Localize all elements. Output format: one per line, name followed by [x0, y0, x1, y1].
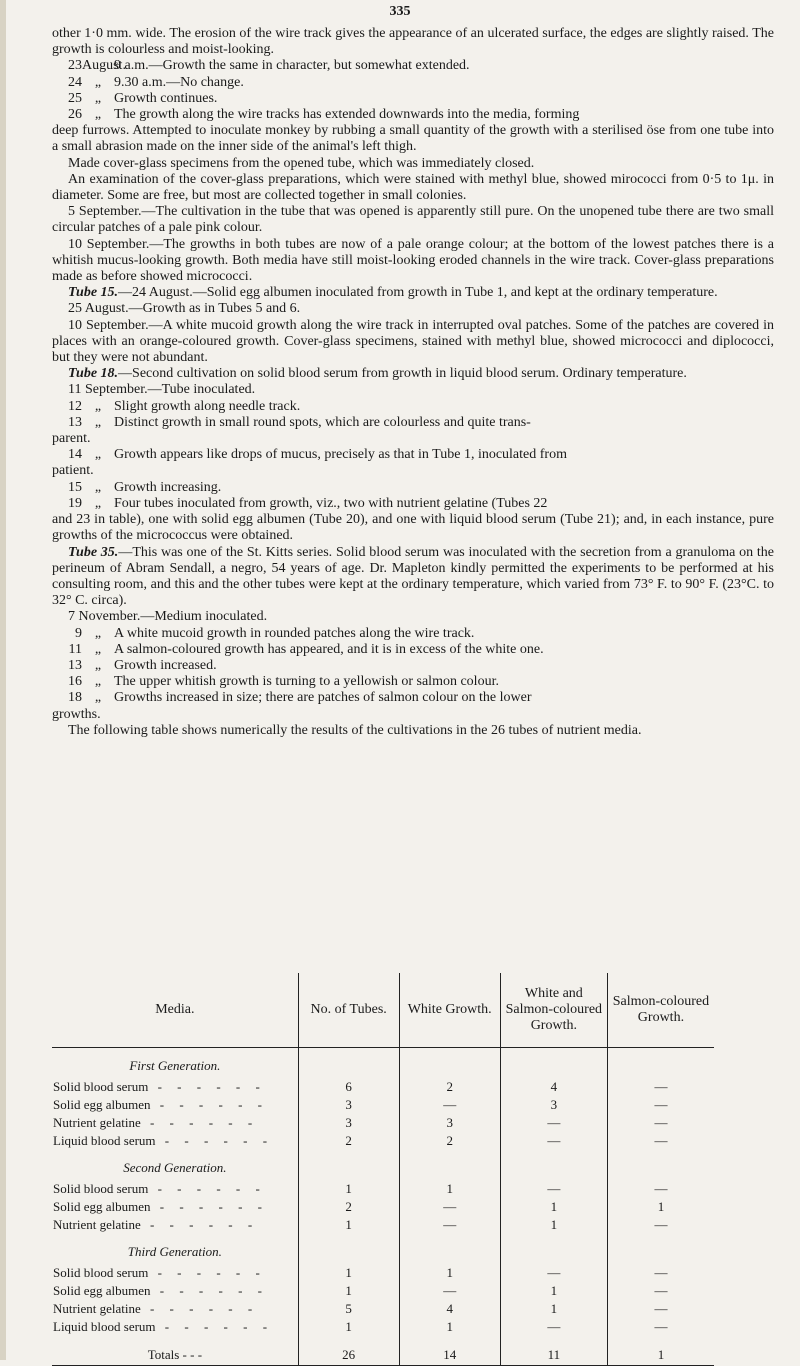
- entry-14: [52, 447, 774, 463]
- media-cell: [52, 1132, 298, 1150]
- entry-ditto: „: [94, 625, 102, 641]
- entry-date: 13: [68, 414, 82, 430]
- table-row: [52, 1318, 714, 1336]
- entry-text: Slight growth along needle track.: [114, 398, 301, 414]
- count-cell: —: [500, 1114, 607, 1132]
- entry-text: Growth increasing.: [114, 479, 222, 495]
- media-name: Solid blood serum: [53, 1181, 149, 1196]
- media-name: Solid egg albumen: [53, 1097, 151, 1112]
- media-name: Nutrient gelatine: [53, 1301, 141, 1316]
- entry-ditto: „: [94, 657, 102, 673]
- empty-cell: [399, 1150, 500, 1180]
- dated-entry: [52, 415, 774, 431]
- tube-18-label: Tube 18.: [68, 366, 119, 382]
- count-cell: 1: [298, 1282, 399, 1300]
- entry-13-continued: parent.: [52, 431, 91, 447]
- entry-text: 9 a.m.—Growth the same in character, but somewhat extended.: [114, 58, 470, 74]
- count-cell: 1: [298, 1264, 399, 1282]
- generation-row: [52, 1048, 714, 1079]
- media-cell: [52, 1078, 298, 1096]
- table-header-row: [52, 973, 714, 1048]
- count-cell: 1: [399, 1318, 500, 1336]
- count-cell: 3: [298, 1114, 399, 1132]
- table-row: [52, 1096, 714, 1114]
- entry-ditto: August.: [82, 58, 126, 74]
- entry-19-continued: and 23 in table), one with solid egg albumen (Tube 20), and one with liquid blood serum (Tube 21); and, in each instance, pure growths of the micrococcus were obtained.: [52, 512, 774, 544]
- entry-date: 25: [68, 90, 82, 106]
- count-cell: 2: [399, 1078, 500, 1096]
- media-cell: [52, 1180, 298, 1198]
- media-name: Solid egg albumen: [53, 1283, 151, 1298]
- header-tubes: No. of Tubes.: [298, 973, 399, 1048]
- count-cell: 3: [500, 1096, 607, 1114]
- entry-ditto: „: [94, 107, 102, 123]
- count-cell: —: [607, 1180, 714, 1198]
- dated-entry: [52, 658, 774, 674]
- entry-text: The upper whitish growth is turning to a yellowish or salmon colour.: [114, 674, 499, 690]
- table-row: [52, 1114, 714, 1132]
- generation-row: [52, 1150, 714, 1180]
- count-cell: —: [399, 1282, 500, 1300]
- leader-dots: - - - - - -: [150, 1283, 268, 1298]
- count-cell: 1: [500, 1198, 607, 1216]
- entry-text: The growth along the wire tracks has extended downwards into the media, forming: [114, 107, 580, 123]
- entry-text: A salmon-coloured growth has appeared, and it is in excess of the white one.: [114, 641, 544, 657]
- entry-ditto: „: [94, 690, 102, 706]
- empty-cell: [298, 1048, 399, 1079]
- count-cell: 1: [500, 1282, 607, 1300]
- entry-date: 16: [68, 674, 82, 690]
- media-name: Nutrient gelatine: [53, 1217, 141, 1232]
- entry-text: Four tubes inoculated from growth, viz., two with nutrient gelatine (Tubes 22: [114, 495, 548, 511]
- table-row: [52, 1132, 714, 1150]
- totals-label: [52, 1336, 298, 1366]
- totals-text: Totals: [147, 1347, 180, 1362]
- media-name: Solid blood serum: [53, 1265, 149, 1280]
- totals-white-salmon: 11: [500, 1336, 607, 1366]
- entry-14-continued: patient.: [52, 463, 94, 479]
- paragraph-table-intro: The following table shows numerically the results of the cultivations in the 26 tubes of nutrient media.: [68, 722, 642, 738]
- paragraph-5-september: 5 September.—The cultivation in the tube that was opened is apparently still pure. On the unopened tube there are two small circular patches of a pale pink colour.: [52, 204, 774, 236]
- tube-18-heading: [52, 366, 774, 382]
- entry-ditto: „: [94, 674, 102, 690]
- count-cell: 2: [298, 1132, 399, 1150]
- entry-ditto: „: [94, 641, 102, 657]
- entry-date: 18: [68, 690, 82, 706]
- count-cell: —: [607, 1318, 714, 1336]
- dated-entry: [52, 674, 774, 690]
- media-cell: [52, 1096, 298, 1114]
- entry-ditto: „: [94, 447, 102, 463]
- media-name: Liquid blood serum: [53, 1319, 156, 1334]
- entries-tube-18-b: [52, 480, 774, 512]
- table-body: [52, 1048, 714, 1337]
- count-cell: —: [500, 1318, 607, 1336]
- table-row: [52, 1216, 714, 1234]
- count-cell: 2: [399, 1132, 500, 1150]
- leader-dots: - - - - - -: [148, 1181, 266, 1196]
- dated-entry: [52, 690, 774, 706]
- entry-date: 23: [68, 58, 82, 74]
- leader-dots: - - - - - -: [150, 1199, 268, 1214]
- entry-date: 13: [68, 657, 82, 673]
- count-cell: —: [607, 1300, 714, 1318]
- empty-cell: [500, 1150, 607, 1180]
- count-cell: 3: [298, 1096, 399, 1114]
- entry-ditto: „: [94, 479, 102, 495]
- lead-paragraph: other 1·0 mm. wide. The erosion of the wire track gives the appearance of an ulcerated surface, the edges are slightly raised. The growth is colourless and moist-looking.: [52, 26, 774, 58]
- dated-entry: [52, 58, 774, 74]
- entry-date: 9: [75, 625, 82, 641]
- table-row: [52, 1282, 714, 1300]
- entries-tube-18: [52, 399, 774, 431]
- tube-15-25-august: 25 August.—Growth as in Tubes 5 and 6.: [68, 301, 301, 317]
- count-cell: 1: [298, 1318, 399, 1336]
- count-cell: —: [607, 1216, 714, 1234]
- leader-dots: - - - - - -: [148, 1265, 266, 1280]
- entry-ditto: „: [94, 398, 102, 414]
- table-totals-row: [52, 1336, 714, 1366]
- entry-text: Growth continues.: [114, 90, 218, 106]
- leader-dots: - - - - - -: [148, 1079, 266, 1094]
- dated-entry: [52, 496, 774, 512]
- count-cell: 1: [399, 1180, 500, 1198]
- count-cell: —: [399, 1198, 500, 1216]
- dated-entry: [52, 91, 774, 107]
- dated-entry: [52, 626, 774, 642]
- tube-35-text: —This was one of the St. Kitts series. Solid blood serum was inoculated with the secretion from a granuloma on the perineum of Abram Sendall, a negro, 54 years of age. Dr. Mapleton kindly permitted the experiments to be performed at his consulting room, and this and the other tubes were kept at the ordinary temperature, which varied from 73° F. to 90° F. (23°C. to 32° C. circa).: [52, 544, 774, 609]
- count-cell: —: [500, 1264, 607, 1282]
- count-cell: 5: [298, 1300, 399, 1318]
- leader-dots: - - - - - -: [150, 1097, 268, 1112]
- generation-title: First Generation.: [129, 1058, 221, 1073]
- entry-text: Growths increased in size; there are patches of salmon colour on the lower: [114, 690, 532, 706]
- empty-cell: [399, 1048, 500, 1079]
- count-cell: —: [607, 1132, 714, 1150]
- empty-cell: [399, 1234, 500, 1264]
- empty-cell: [607, 1048, 714, 1079]
- paragraph-furrows: deep furrows. Attempted to inoculate monkey by rubbing a small quantity of the growth with a sterilised öse from one tube into a small abrasion made on the inner side of the animal's left thigh.: [52, 123, 774, 155]
- count-cell: 1: [298, 1180, 399, 1198]
- totals-dots: - - -: [182, 1347, 203, 1362]
- body-text: [52, 26, 774, 739]
- generation-title: Third Generation.: [127, 1244, 222, 1259]
- entry-text: Growth increased.: [114, 657, 217, 673]
- media-cell: [52, 1216, 298, 1234]
- totals-tubes: 26: [298, 1336, 399, 1366]
- count-cell: —: [607, 1264, 714, 1282]
- count-cell: —: [399, 1096, 500, 1114]
- empty-cell: [500, 1234, 607, 1264]
- count-cell: —: [607, 1114, 714, 1132]
- entries-august: [52, 58, 774, 123]
- count-cell: —: [607, 1096, 714, 1114]
- empty-cell: [607, 1234, 714, 1264]
- tube-35-heading: [52, 545, 774, 610]
- dated-entry: [52, 480, 774, 496]
- count-cell: —: [607, 1282, 714, 1300]
- media-cell: [52, 1282, 298, 1300]
- count-cell: 1: [607, 1198, 714, 1216]
- count-cell: 1: [399, 1264, 500, 1282]
- count-cell: 6: [298, 1078, 399, 1096]
- media-cell: [52, 1198, 298, 1216]
- tube-15-label: Tube 15.: [68, 285, 119, 301]
- entry-ditto: „: [94, 414, 102, 430]
- generation-row: [52, 1234, 714, 1264]
- entry-ditto: „: [94, 90, 102, 106]
- entry-date: 11: [68, 641, 82, 657]
- media-name: Nutrient gelatine: [53, 1115, 141, 1130]
- media-cell: [52, 1300, 298, 1318]
- results-table: [52, 973, 714, 1366]
- count-cell: 3: [399, 1114, 500, 1132]
- entry-text: A white mucoid growth in rounded patches along the wire track.: [114, 625, 475, 641]
- tube-18-11-september: 11 September.—Tube inoculated.: [68, 382, 256, 398]
- media-name: Liquid blood serum: [53, 1133, 156, 1148]
- header-white-salmon: White and Salmon-coloured Growth.: [500, 973, 607, 1048]
- tube-35-7-november: 7 November.—Medium inoculated.: [68, 609, 268, 625]
- paragraph-coverglass: Made cover-glass specimens from the opened tube, which was immediately closed.: [68, 155, 535, 171]
- entry-date: 19: [68, 495, 82, 511]
- count-cell: —: [500, 1180, 607, 1198]
- leader-dots: - - - - - -: [140, 1301, 259, 1316]
- tube-35-label: Tube 35.: [68, 544, 119, 560]
- table-row: [52, 1078, 714, 1096]
- empty-cell: [298, 1234, 399, 1264]
- count-cell: 4: [399, 1300, 500, 1318]
- count-cell: 1: [298, 1216, 399, 1234]
- count-cell: 2: [298, 1198, 399, 1216]
- header-white: White Growth.: [399, 973, 500, 1048]
- table-row: [52, 1198, 714, 1216]
- leader-dots: - - - - - -: [155, 1133, 274, 1148]
- entry-date: 12: [68, 398, 82, 414]
- dated-entry: [52, 642, 774, 658]
- table-row: [52, 1180, 714, 1198]
- paragraph-10-september: 10 September.—The growths in both tubes are now of a pale orange colour; at the bottom of the lowest patches there is a whitish mucus-looking growth. Both media have still moist-looking eroded channels in the wire track. Cover-glass preparations made as before showed micrococci.: [52, 236, 774, 285]
- media-cell: [52, 1114, 298, 1132]
- count-cell: 1: [500, 1216, 607, 1234]
- header-media: Media.: [52, 973, 298, 1048]
- tube-18-text: —Second cultivation on solid blood serum from growth in liquid blood serum. Ordinary temperature.: [118, 366, 687, 382]
- count-cell: 4: [500, 1078, 607, 1096]
- entry-text: 9.30 a.m.—No change.: [114, 74, 244, 90]
- count-cell: —: [399, 1216, 500, 1234]
- dated-entry: [52, 399, 774, 415]
- count-cell: 1: [500, 1300, 607, 1318]
- dated-entry: [52, 75, 774, 91]
- count-cell: —: [607, 1078, 714, 1096]
- tube-15-10-september: 10 September.—A white mucoid growth along the wire track in interrupted oval patches. Some of the patches are covered in places with an orange-coloured growth. Cover-glass specimens, stained with methyl blue, showed micrococci and diplococci, but they were not abundant.: [52, 317, 774, 366]
- leader-dots: - - - - - -: [155, 1319, 274, 1334]
- table-row: [52, 1300, 714, 1318]
- tube-15-text: —24 August.—Solid egg albumen inoculated from growth in Tube 1, and kept at the ordinary temperature.: [118, 285, 718, 301]
- paragraph-examination: An examination of the cover-glass preparations, which were stained with methyl blue, showed mirococci from 0·5 to 1μ. in diameter. Some are free, but most are collected together in small colonies.: [52, 171, 774, 204]
- tube-15-heading: [52, 285, 774, 301]
- media-name: Solid blood serum: [53, 1079, 149, 1094]
- media-cell: [52, 1264, 298, 1282]
- generation-title: Second Generation.: [123, 1160, 227, 1175]
- entry-date: 14: [68, 447, 82, 463]
- entry-text: Growth appears like drops of mucus, precisely as that in Tube 1, inoculated from: [114, 447, 567, 463]
- entry-18-continued: growths.: [52, 706, 101, 722]
- empty-cell: [607, 1150, 714, 1180]
- entry-text: Distinct growth in small round spots, which are colourless and quite trans-: [114, 414, 531, 430]
- leader-dots: - - - - - -: [140, 1115, 259, 1130]
- empty-cell: [298, 1150, 399, 1180]
- entry-date: 24: [68, 74, 82, 90]
- dated-entry: [52, 107, 774, 123]
- count-cell: —: [500, 1132, 607, 1150]
- page-number: 335: [389, 4, 411, 19]
- header-salmon: Salmon-coloured Growth.: [607, 973, 714, 1048]
- entry-ditto: „: [94, 74, 102, 90]
- totals-white: 14: [399, 1336, 500, 1366]
- totals-salmon: 1: [607, 1336, 714, 1366]
- entry-ditto: „: [94, 495, 102, 511]
- entry-date: 26: [68, 107, 82, 123]
- empty-cell: [500, 1048, 607, 1079]
- leader-dots: - - - - - -: [140, 1217, 259, 1232]
- table-row: [52, 1264, 714, 1282]
- media-name: Solid egg albumen: [53, 1199, 151, 1214]
- entry-date: 15: [68, 479, 82, 495]
- entries-tube-35: [52, 626, 774, 707]
- media-cell: [52, 1318, 298, 1336]
- page-edge: [0, 0, 6, 1360]
